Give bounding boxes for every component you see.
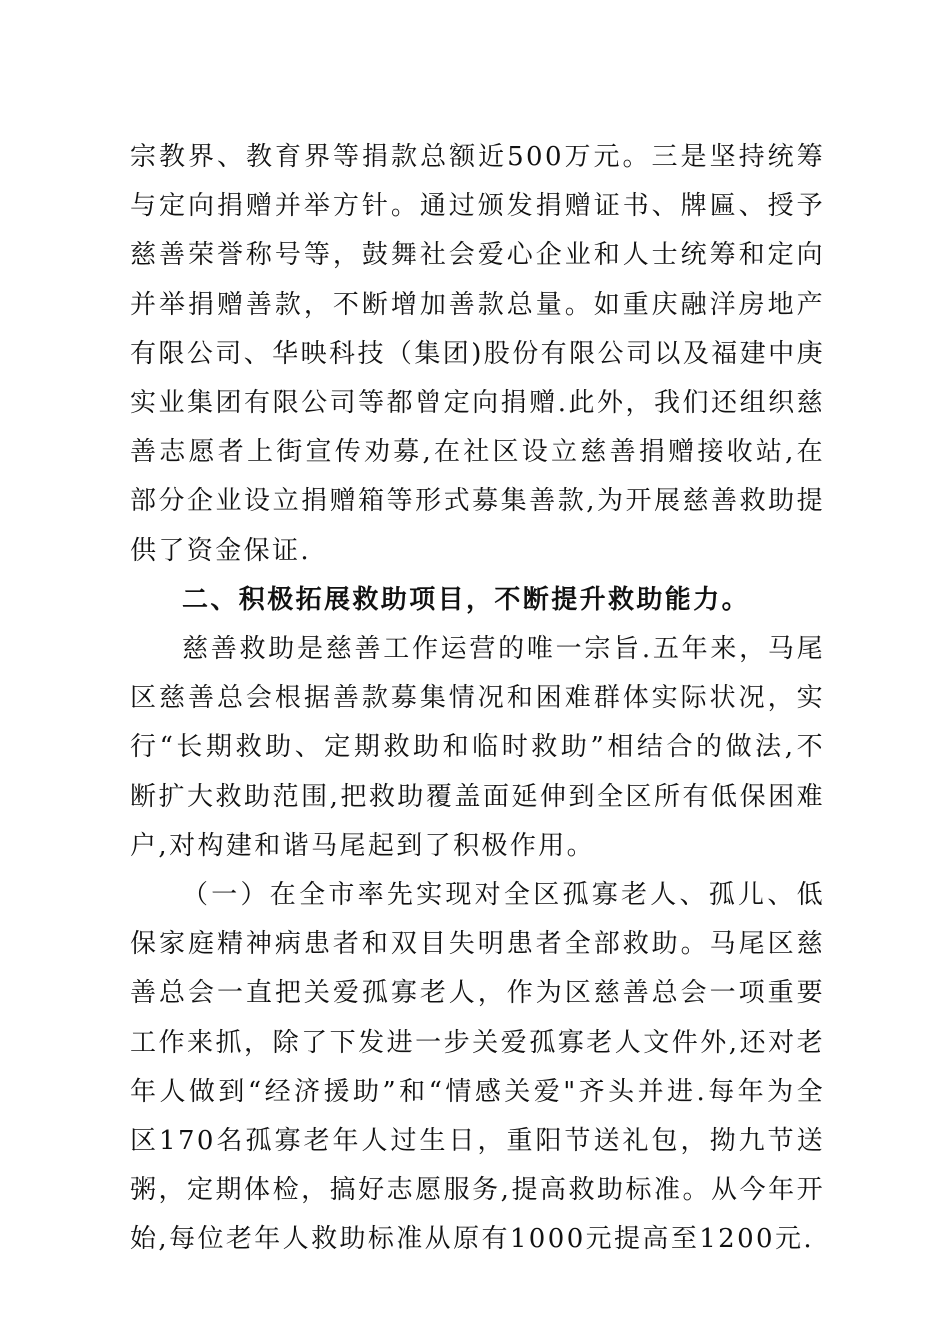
document-body bbox=[130, 133, 825, 1265]
paragraph-relief-purpose: 慈善救助是慈善工作运营的唯一宗旨.五年来，马尾区慈善总会根据善款募集情况和困难群体实际状况，实行“长期救助、定期救助和临时救助”相结合的做法,不断扩大救助范围,把救助覆盖面延伸到全区所有低保困难户,对构建和谐马尾起到了积极作用。 bbox=[130, 634, 825, 861]
section-heading-relief-projects: 二、积极拓展救助项目，不断提升救助能力。 bbox=[182, 584, 751, 615]
paragraph-elderly-relief: （一）在全市率先实现对全区孤寡老人、孤儿、低保家庭精神病患者和双目失明患者全部救助。马尾区慈善总会一直把关爱孤寡老人，作为区慈善总会一项重要工作来抓，除了下发进一步关爱孤寡老人文件外,还对老年人做到“经济援助”和“情感关爱"齐头并进.每年为全区170名孤寡老年人过生日，重阳节送礼包，拗九节送粥，定期体检，搞好志愿服务,提高救助标准。从今年开始,每位老年人救助标准从原有1000元提高至1200元. bbox=[130, 880, 825, 1255]
paragraph-fundraising-continued: 宗教界、教育界等捐款总额近500万元。三是坚持统筹与定向捐赠并举方针。通过颁发捐赠证书、牌匾、授予慈善荣誉称号等，鼓舞社会爱心企业和人士统筹和定向并举捐赠善款，不断增加善款总量。如重庆融洋房地产有限公司、华映科技（集团)股份有限公司以及福建中庚实业集团有限公司等都曾定向捐赠.此外，我们还组织慈善志愿者上街宣传劝募,在社区设立慈善捐赠接收站,在部分企业设立捐赠箱等形式募集善款,为开展慈善救助提供了资金保证. bbox=[130, 142, 825, 566]
